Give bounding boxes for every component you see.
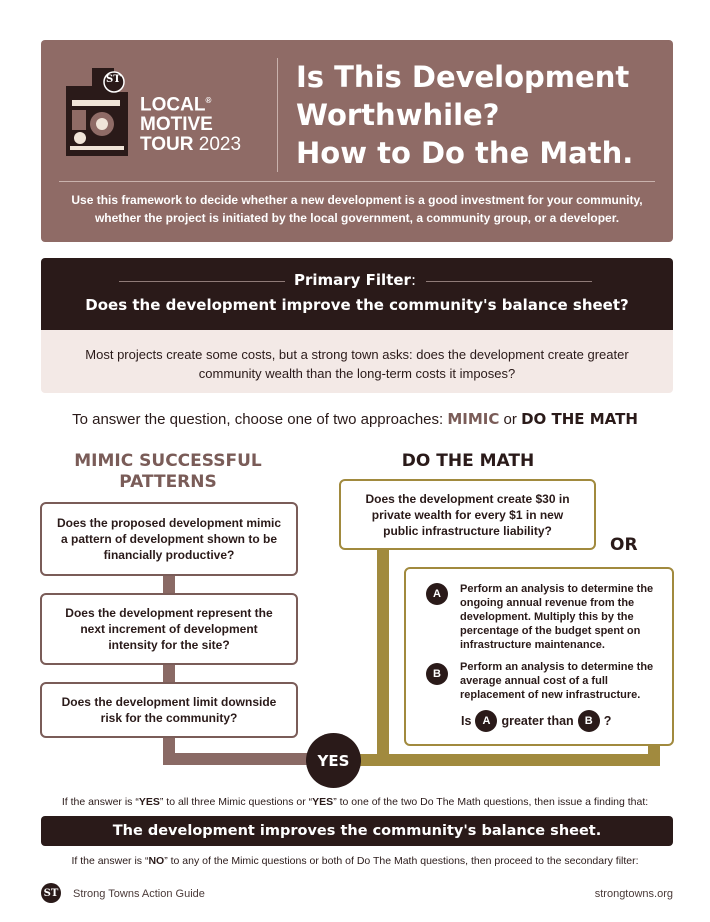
mimic-connector-horizontal [163,753,313,765]
mimic-question-3 [40,682,298,738]
no-note [0,855,710,867]
yes-note [0,796,710,808]
compare-q: ? [603,714,612,728]
approach-line [0,410,710,428]
logo-registered: ® [205,96,212,105]
yes-circle: YES [306,733,361,788]
mimic-question-1-text: Does the proposed development mimic a pattern of development shown to be financially productive? [56,516,282,562]
primary-filter-question: Does the development improve the community's balance sheet? [85,296,629,314]
no-note-part-a: If the answer is “ [71,855,149,867]
approach-or: or [499,411,522,428]
math-step-b: Perform an analysis to determine the average annual cost of a full replacement of new infrastructure. [460,661,654,701]
mimic-question-2-text: Does the development represent the next increment of development intensity for the site? [65,606,273,652]
header-subtitle: Use this framework to decide whether a new development is a good investment for your community, whether the project is initiated by the local government, a community group, or a developer. [71,193,643,225]
page-title: Is This Development Worthwhile? How to Do the Math. [296,60,634,170]
mimic-question-2 [40,593,298,665]
or-label: OR [610,535,638,555]
logo-line2: MOTIVE [140,114,213,136]
footer-logo-icon: ST [41,883,61,903]
math-connector-horizontal [355,754,660,766]
math-question-1 [339,479,596,550]
yes-note-yes-1: YES [138,796,160,808]
footer-guide-title: Strong Towns Action Guide [73,888,205,900]
header-divider-vertical [277,58,278,172]
primary-filter-label [0,271,710,289]
primary-filter-label-colon: : [410,271,416,289]
badge-b: B [426,663,448,685]
header-divider-horizontal [59,181,655,182]
logo-year: 2023 [198,134,242,156]
finding-text: The development improves the community's balance sheet. [112,823,602,839]
yes-note-part-b: ” to all three Mimic questions or “ [159,796,313,808]
logo-badge: ST [106,74,121,85]
yes-note-part-a: If the answer is “ [61,796,139,808]
math-compare [461,710,611,732]
math-step-a: Perform an analysis to determine the ongoing annual revenue from the development. Multiply this by the percentage of the budget spent on infrastructure maintenance. [460,583,654,651]
logo-line3: TOUR [140,134,194,156]
approach-prefix: To answer the question, choose one of two approaches: [72,411,448,428]
logo-wordmark [140,91,241,155]
footer-website-link[interactable]: strongtowns.org [594,888,673,900]
mimic-question-1 [40,502,298,576]
compare-badge-b: B [578,710,600,732]
locomotive-logo-icon [62,66,132,158]
math-heading: DO THE MATH [401,451,535,471]
compare-badge-a: A [475,710,497,732]
math-question-1-text: Does the development create $30 in private wealth for every $1 in new public infrastructure liability? [365,491,570,538]
compare-is: Is [461,714,472,728]
primary-filter-explainer: Most projects create some costs, but a strong town asks: does the development create greater community wealth than the long-term costs it imposes? [85,347,629,381]
mimic-question-3-text: Does the development limit downside risk for the community? [61,695,277,725]
no-note-no: NO [148,855,165,867]
primary-filter-label-text: Primary Filter [293,271,411,289]
compare-mid: greater than [501,714,574,728]
mimic-heading: MIMIC SUCCESSFUL PATTERNS [74,451,262,492]
badge-a: A [426,583,448,605]
finding-banner [41,816,673,846]
logo-line1: LOCAL [140,94,206,116]
yes-note-part-c: ” to one of the two Do The Math questions, then issue a finding that: [333,796,649,808]
approach-mimic: MIMIC [447,410,500,428]
no-note-part-b: ” to any of the Mimic questions or both of Do The Math questions, then proceed to the secondary filter: [164,855,639,867]
math-connector-vertical [377,548,389,766]
yes-note-yes-2: YES [312,796,334,808]
approach-math: DO THE MATH [521,410,638,428]
primary-filter-bar [41,258,673,330]
